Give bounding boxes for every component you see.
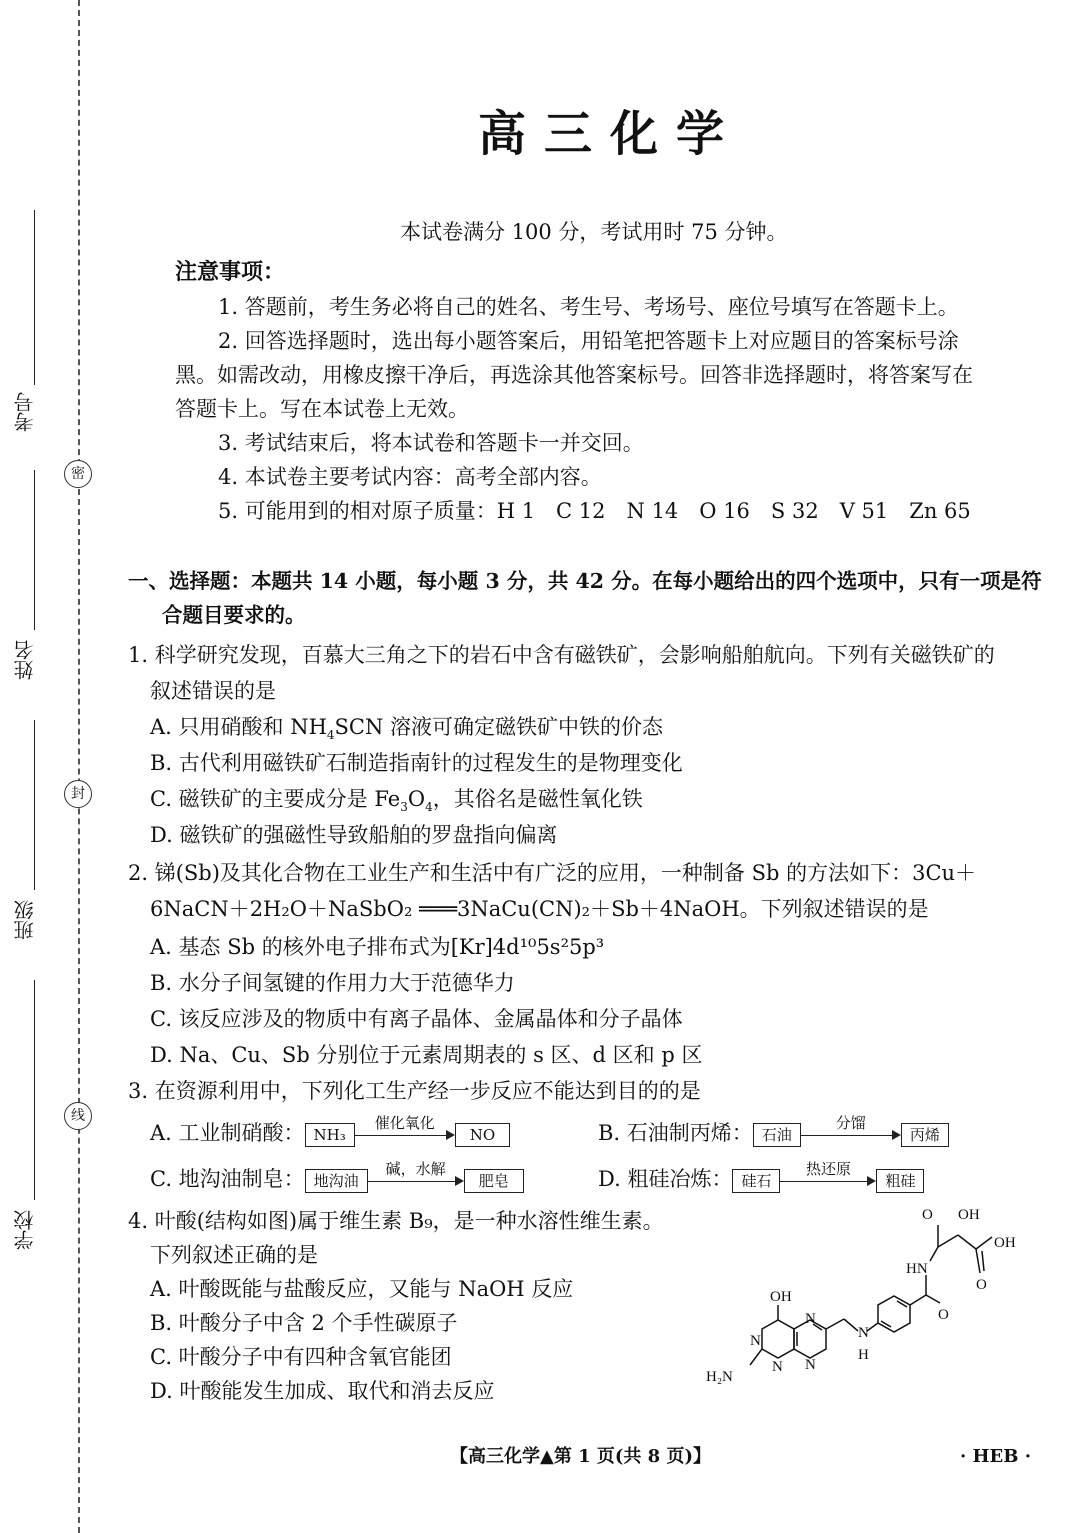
svg-text:H₂N: H₂N [706,1369,733,1385]
q3-d-arrow: 热还原 [780,1170,876,1192]
q4-stem-cont: 下列叙述正确的是 [150,1243,318,1267]
q3-a-to: NO [455,1123,510,1147]
svg-text:HN: HN [906,1261,928,1277]
svg-text:O: O [976,1277,987,1293]
q4-option-a: A. 叶酸既能与盐酸反应，又能与 NaOH 反应 [150,1277,574,1301]
q4-option-b: B. 叶酸分子中含 2 个手性碳原子 [150,1311,458,1335]
q4-option-d: D. 叶酸能发生加成、取代和消去反应 [150,1379,495,1403]
q1-stem: 1. 科学研究发现，百慕大三角之下的岩石中含有磁铁矿，会影响船舶航向。下列有关磁铁矿的 [128,643,995,667]
q3-c-arrow: 碱，水解 [368,1170,464,1192]
field-line-kaohao [34,210,35,385]
q3-option-a: A. 工业制硝酸： NH₃ 催化氧化 NO [150,1116,510,1150]
seal-dashed-line [78,0,80,1533]
notice-heading: 注意事项： [175,259,286,285]
section-heading-line2: 合题目要求的。 [162,603,306,627]
q3-a-arrow: 催化氧化 [355,1124,455,1146]
q3-c-from: 地沟油 [305,1169,368,1193]
svg-text:H: H [858,1347,869,1363]
q2-stem-cont: 6NaCN＋2H₂O＋NaSbO₂ ═══3NaCu(CN)₂＋Sb＋4NaOH。下列叙述错误的是 [150,897,929,921]
q1-option-c: C. 磁铁矿的主要成分是 $Fe_3O_4$，其俗名是磁性氧化铁 [150,787,643,815]
intro-line: 本试卷满分 100 分，考试用时 75 分钟。 [400,220,788,244]
q3-b-to: 丙烯 [901,1123,949,1147]
q2-stem: 2. 锑(Sb)及其化合物在工业生产和生活中有广泛的应用，一种制备 Sb 的方法如下：3Cu＋ [128,861,977,885]
svg-text:N: N [805,1357,816,1373]
q2-option-a: A. 基态 Sb 的核外电子排布式为[Kr]4d¹⁰5s²5p³ [150,935,605,959]
svg-text:N: N [805,1311,816,1327]
q3-a-from: NH₃ [305,1123,355,1147]
q3-d-to: 粗硅 [876,1169,924,1193]
svg-text:OH: OH [994,1235,1016,1251]
field-line-xuexiao [34,980,35,1200]
q1-stem-cont: 叙述错误的是 [150,679,276,703]
svg-text:OH: OH [958,1207,980,1223]
q3-b-from: 石油 [753,1123,801,1147]
seal-xian: 线 [64,1102,92,1130]
q3-option-c: C. 地沟油制皂： 地沟油 碱，水解 肥皂 [150,1162,524,1196]
q1-option-d: D. 磁铁矿的强磁性导致船舶的罗盘指向偏离 [150,823,558,847]
svg-text:O: O [938,1307,949,1323]
q3-stem: 3. 在资源利用中，下列化工生产经一步反应不能达到目的的是 [128,1079,701,1103]
q3-b-arrow: 分馏 [801,1124,901,1146]
footer-page: 【高三化学▲第 1 页(共 8 页)】 [450,1446,711,1467]
seal-mi: 密 [64,460,92,488]
footer-code: · HEB · [960,1446,1032,1467]
notice-item-5: 5. 可能用到的相对原子质量：H 1 C 12 N 14 O 16 S 32 V 51 Zn 65 [218,499,971,523]
notice-item-1: 1. 答题前，考生务必将自己的姓名、考生号、考场号、座位号填写在答题卡上。 [218,295,959,319]
q2-option-b: B. 水分子间氢键的作用力大于范德华力 [150,971,515,995]
q1-option-a: A. 只用硝酸和 $NH_4SCN$ 溶液可确定磁铁矿中铁的价态 [150,715,664,743]
page-title: 高三化学 [477,106,742,162]
field-label-banji: 班级 [13,900,37,940]
q2-option-c: C. 该反应涉及的物质中有离子晶体、金属晶体和分子晶体 [150,1007,683,1031]
q4-option-c: C. 叶酸分子中有四种含氧官能团 [150,1345,452,1369]
notice-item-4: 4. 本试卷主要考试内容：高考全部内容。 [218,465,602,489]
q3-d-from: 硅石 [732,1169,780,1193]
q4-stem: 4. 叶酸(结构如图)属于维生素 B₉，是一种水溶性维生素。 [128,1209,664,1233]
q2-option-d: D. Na、Cu、Sb 分别位于元素周期表的 s 区、d 区和 p 区 [150,1043,703,1067]
svg-text:O: O [922,1207,933,1223]
notice-item-2-cont: 黑。如需改动，用橡皮擦干净后，再选涂其他答案标号。回答非选择题时，将答案写在 [175,363,973,387]
q3-option-b: B. 石油制丙烯： 石油 分馏 丙烯 [598,1116,949,1150]
q3-c-to: 肥皂 [464,1169,524,1193]
q1-option-b: B. 古代利用磁铁矿石制造指南针的过程发生的是物理变化 [150,751,683,775]
field-label-kaohao: 考号 [13,392,37,432]
svg-text:OH: OH [770,1289,792,1305]
notice-item-2: 2. 回答选择题时，选出每小题答案后，用铅笔把答题卡上对应题目的答案标号涂 [218,329,959,353]
q3-option-d: D. 粗硅冶炼： 硅石 热还原 粗硅 [598,1162,924,1196]
notice-item-2-cont2: 答题卡上。写在本试卷上无效。 [175,397,469,421]
folic-acid-structure [700,1195,1040,1395]
section-heading-line1: 一、选择题：本题共 14 小题，每小题 3 分，共 42 分。在每小题给出的四个选项中，只有一项是符 [128,569,1042,593]
field-label-xingming: 姓名 [13,640,37,680]
svg-text:N: N [858,1325,869,1341]
svg-text:N: N [750,1333,761,1349]
field-line-xingming [34,470,35,630]
svg-text:N: N [772,1359,783,1375]
notice-item-3: 3. 考试结束后，将本试卷和答题卡一并交回。 [218,431,644,455]
field-label-xuexiao: 学校 [13,1210,37,1250]
seal-feng: 封 [64,780,92,808]
field-line-banji [34,720,35,890]
